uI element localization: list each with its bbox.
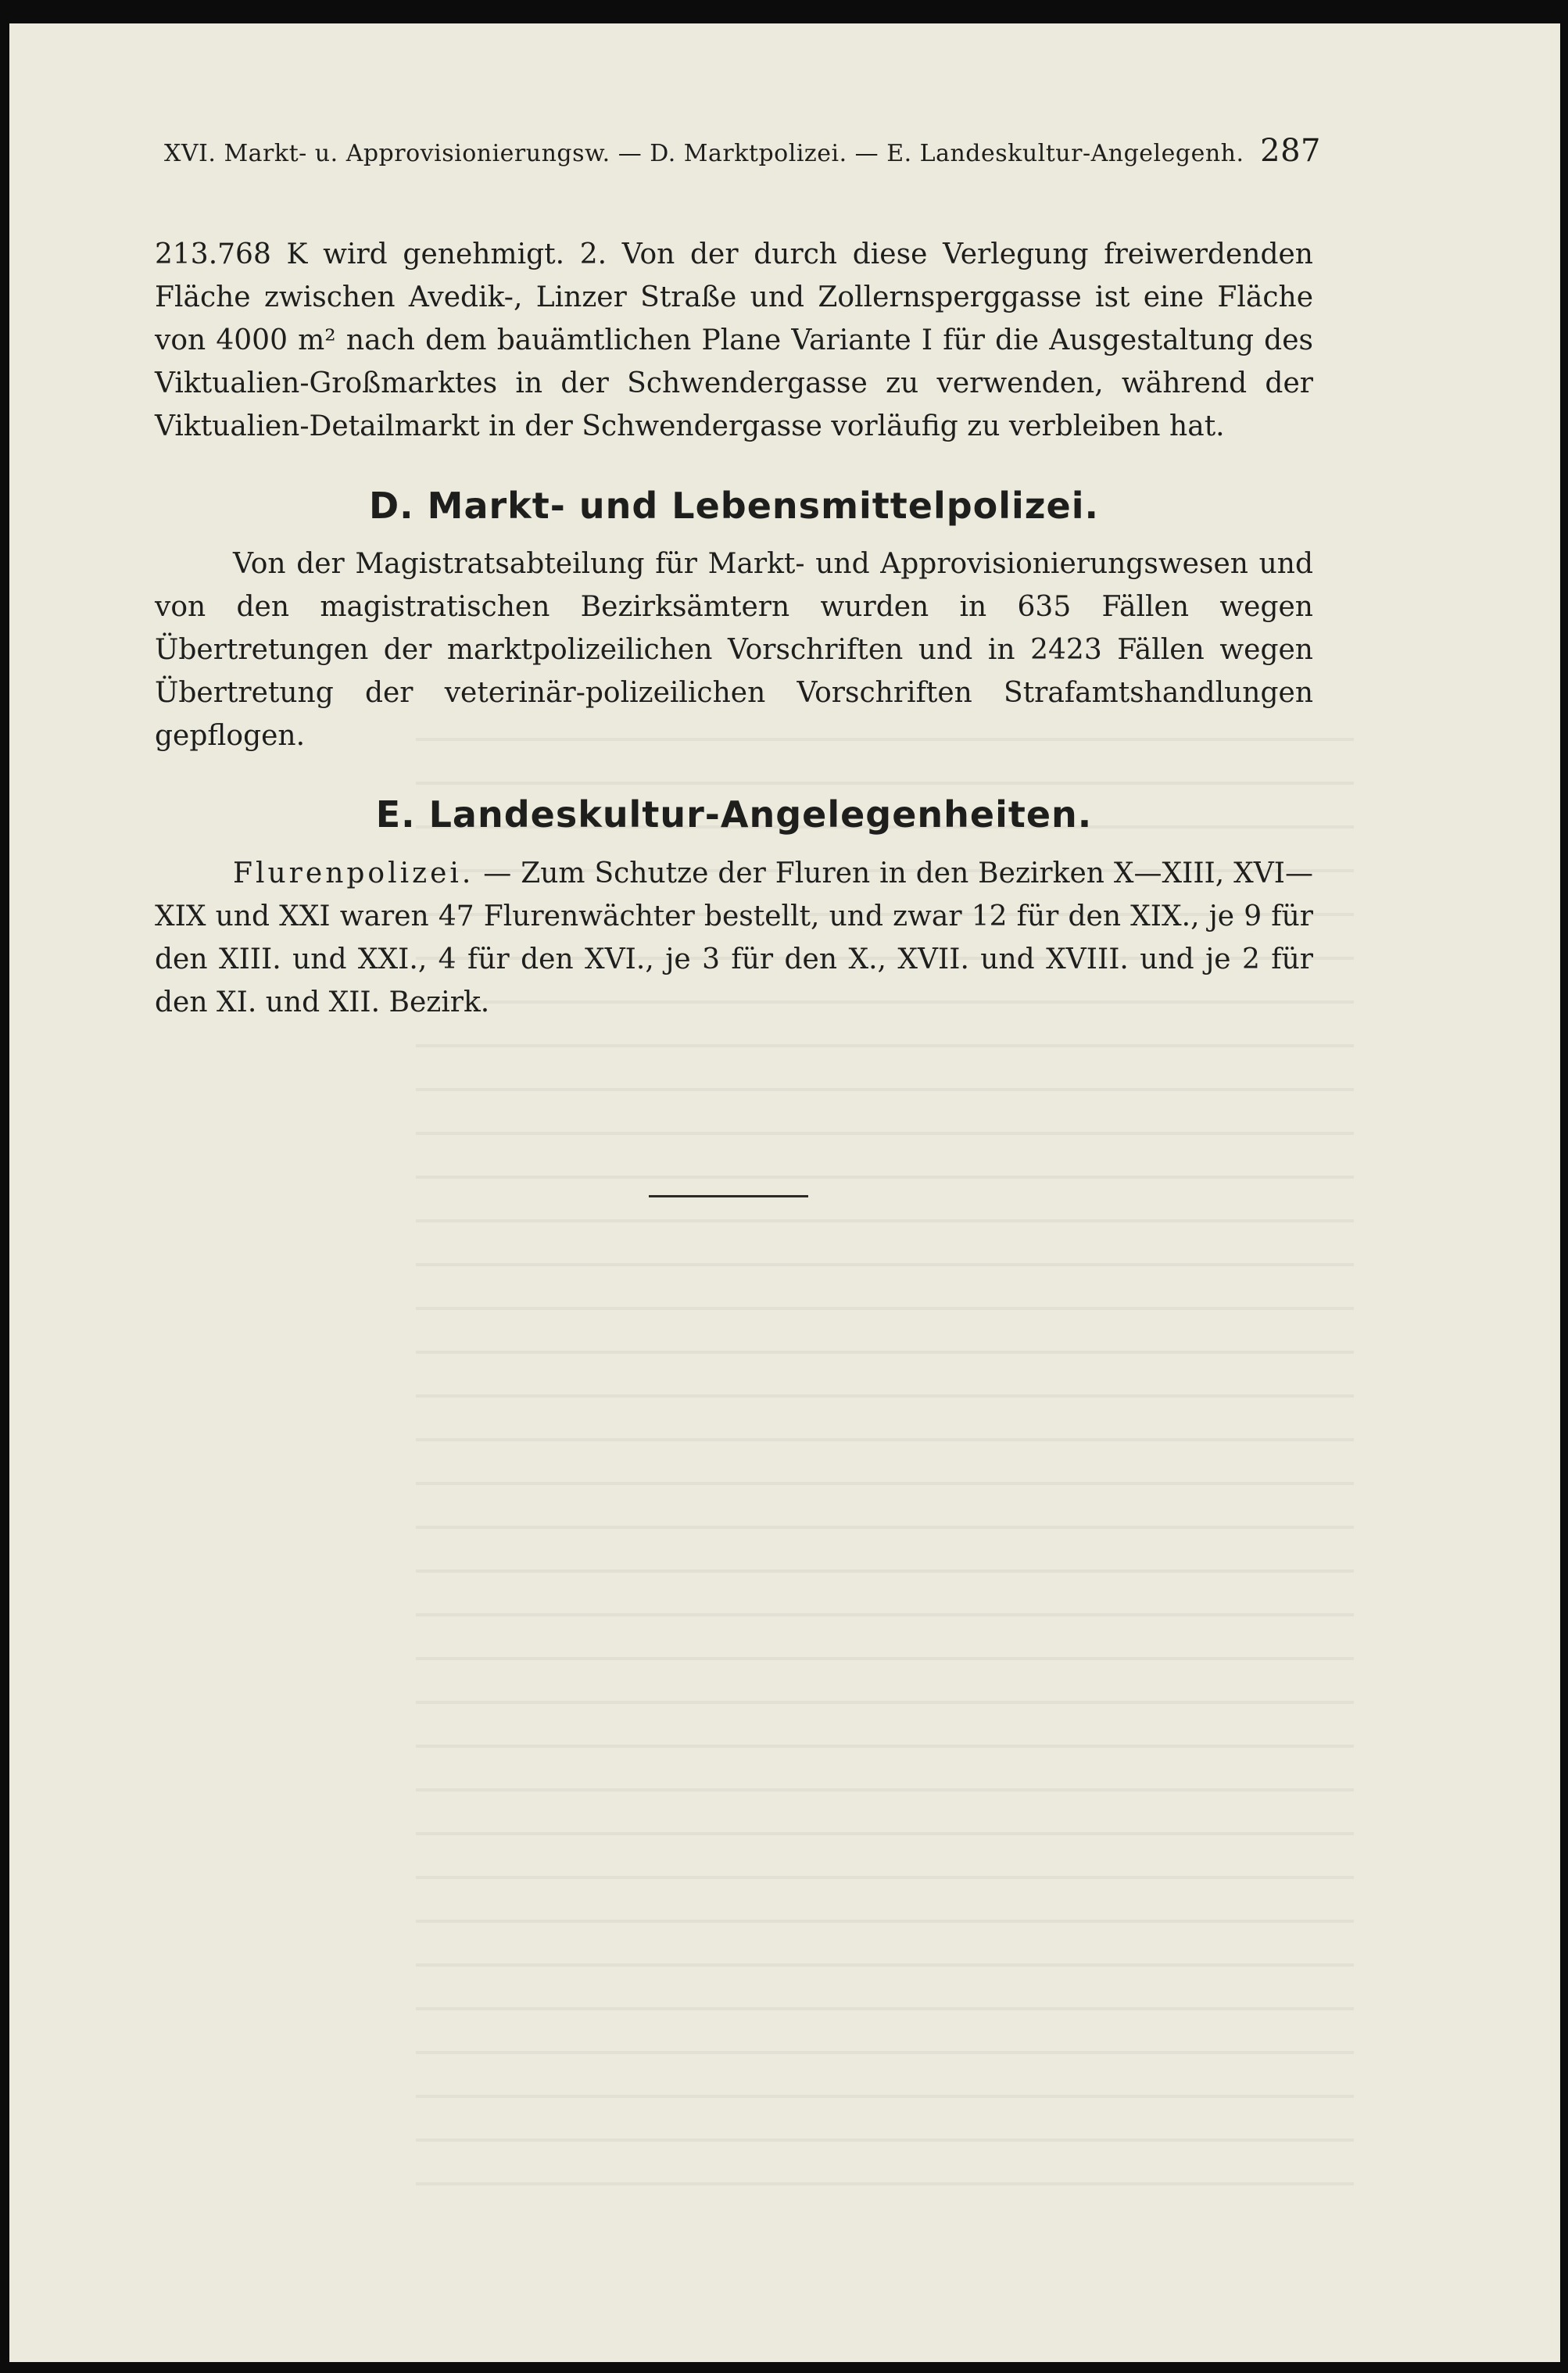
flurenpolizei-lead: Flurenpolizei. xyxy=(233,857,474,889)
section-d-heading: D. Markt- und Lebensmittelpolizei. xyxy=(369,485,1099,527)
paragraph-market-relocation: 213.768 K wird genehmigt. 2. Von der durch diese Verlegung freiwerdenden Fläche zwischen Avedik-, Linzer Straße und Zollernsperggasse ist eine Fläche von 4000 m² nach dem bauämtlichen Plane Variante I für die Ausgestaltung des Viktualien-Großmarktes in der Schwendergasse zu verwenden, während der Viktualien-Detailmarkt in der Schwendergasse vorläufig zu verbleiben hat. xyxy=(155,238,1313,442)
closing-rule xyxy=(649,1195,808,1197)
section-e-paragraph xyxy=(155,852,1313,1024)
section-d-paragraph: Von der Magistratsabteilung für Markt- und Approvisionierungswesen und von den magistratischen Bezirksämtern wurden in 635 Fällen wegen Übertretungen der marktpolizeilichen Vorschriften und in 2423 Fällen wegen Übertretung der veterinär-polizeilichen Vorschriften Strafamtshandlungen gepflogen. xyxy=(155,548,1313,752)
section-e-heading: E. Landeskultur-Angelegenheiten. xyxy=(375,793,1093,836)
document-page xyxy=(9,23,1560,2362)
flurenpolizei-text: — Zum Schutze der Fluren in den Bezirken X—XIII, XVI—XIX und XXI waren 47 Flurenwächter bestellt, und zwar 12 für den XIX., je 9 für den XIII. und XXI., 4 für den XVI., je 3 für den X., XVII. und XVIII. und je 2 für den XI. und XII. Bezirk. xyxy=(155,857,1313,1018)
running-title: XVI. Markt- u. Approvisionierungsw. — D. Marktpolizei. — E. Landeskultur-Angelegenh. xyxy=(164,140,1244,167)
running-header xyxy=(164,133,1321,169)
page-number: 287 xyxy=(1260,133,1321,169)
